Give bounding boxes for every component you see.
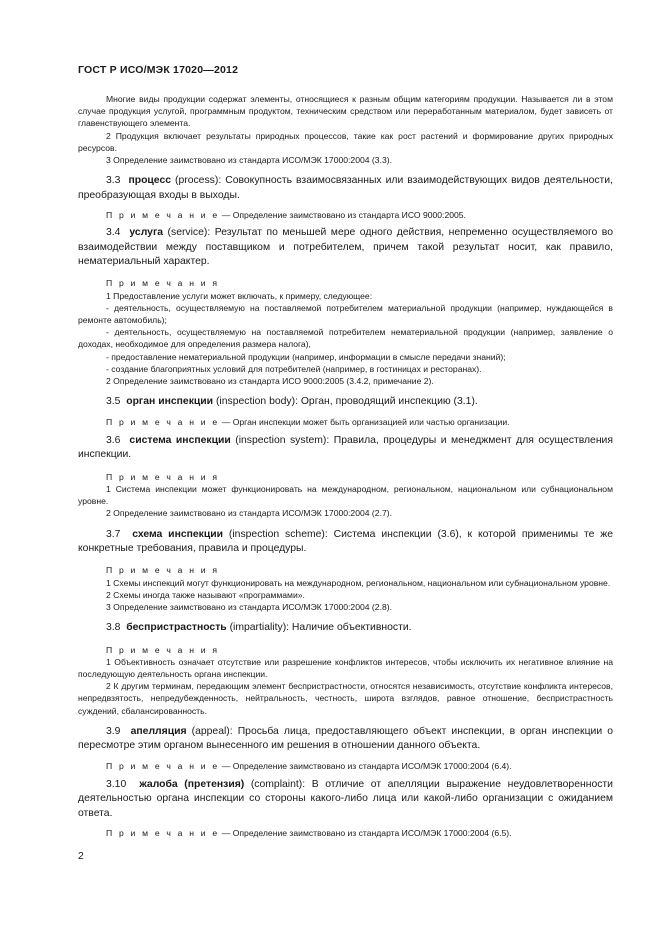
term-3-4-note-item: - создание благоприятных условий для потребителей (например, в гостиницах и ресторанах). bbox=[106, 363, 482, 374]
term-3-4-note-2: 2 Определение заимствовано из стандарта ИСО 9000:2005 (3.4.2, примечание 2). bbox=[106, 376, 434, 387]
term-3-8-notes-label: П р и м е ч а н и я bbox=[106, 644, 220, 655]
term-name: беспристрастность bbox=[126, 622, 227, 634]
term-number: 3.4 bbox=[106, 227, 121, 239]
term-3-5-note bbox=[78, 416, 613, 428]
note-label: П р и м е ч а н и е bbox=[106, 760, 220, 771]
term-3-10 bbox=[78, 778, 613, 821]
term-definition: (inspection body): Орган, проводящий инспекцию (3.1). bbox=[213, 396, 478, 408]
term-3-4-note-item: - предоставление нематериальной продукции (например, информации в смысле передачи знаний); bbox=[106, 351, 506, 362]
note-text: — Определение заимствовано из стандарта ИСО/МЭК 17000:2004 (6.5). bbox=[219, 828, 512, 838]
term-definition: (appeal): Просьба лица, предоставляющего объект инспекции, в орган инспекции о пересмотре этим органом вынесенного им решения в отношении данного объекта. bbox=[78, 725, 613, 752]
intro-note-3: 3 Определение заимствовано из стандарта ИСО/МЭК 17000:2004 (3.3). bbox=[106, 155, 392, 166]
term-3-6-note-2: 2 Определение заимствовано из стандарта ИСО/МЭК 17000:2004 (2.7). bbox=[106, 508, 392, 519]
term-number: 3.8 bbox=[106, 622, 121, 634]
term-3-7-note-3: 3 Определение заимствовано из стандарта ИСО/МЭК 17000:2004 (2.8). bbox=[106, 601, 392, 612]
term-3-8-note-2: 2 К другим терминам, передающим элемент беспристрастности, относятся независимость, отсутствие конфликта интересов, непредвзятость, непредубежденность, нейтральность, честность, широта взглядов, равное отношение, беспристрастность суждений, сбалансированность. bbox=[78, 681, 613, 716]
term-3-4-note-item: - деятельность, осуществляемую на поставляемой потребителем нематериальной продукции (например, заявление о доходах, необходимое для определения размера налога), bbox=[78, 327, 613, 350]
term-number: 3.7 bbox=[106, 528, 121, 540]
term-name: жалоба (претензия) bbox=[139, 778, 245, 790]
term-name: апелляция bbox=[130, 725, 187, 737]
term-definition: (process): Совокупность взаимосвязанных или взаимодействующих видов деятельности, преобразующая входы в выходы. bbox=[78, 175, 613, 201]
term-definition: (inspection system): Правила, процедуры и менеджмент для осуществления инспекции. bbox=[78, 434, 613, 461]
term-name: услуга bbox=[129, 227, 164, 239]
term-definition: (impartiality): Наличие объективности. bbox=[226, 622, 412, 634]
term-number: 3.10 bbox=[106, 778, 127, 790]
term-3-9 bbox=[78, 725, 613, 754]
term-definition: (service): Результат по меньшей мере одного действия, непременно осуществляемого во взаимодействии между поставщиком и потребителем, причем такой результат носит, как правило, нематериальный характер. bbox=[78, 227, 613, 268]
term-3-9-note bbox=[78, 760, 613, 772]
term-3-7-note-2: 2 Схемы иногда также называют «программами». bbox=[106, 589, 305, 600]
note-text: — Определение заимствовано из стандарта ИСО/МЭК 17000:2004 (6.4). bbox=[219, 760, 512, 771]
term-3-8-note-1: 1 Объективность означает отсутствие или разрешение конфликтов интересов, чтобы исключить их негативное влияние на последующую деятельность органа инспекции. bbox=[78, 656, 613, 679]
term-3-7-notes-label: П р и м е ч а н и я bbox=[106, 565, 220, 576]
term-3-3 bbox=[78, 174, 613, 203]
note-label: П р и м е ч а н и е bbox=[106, 828, 220, 838]
term-name: процесс bbox=[128, 175, 172, 187]
term-3-6-note-1: 1 Система инспекции может функционировать на международном, региональном, национальном или субнациональном уровне. bbox=[78, 483, 613, 507]
term-number: 3.3 bbox=[106, 175, 121, 187]
term-3-5 bbox=[78, 395, 613, 409]
note-label: П р и м е ч а н и е bbox=[106, 416, 220, 427]
term-3-4-note-1: 1 Предоставление услуги может включать, к примеру, следующее: bbox=[106, 290, 373, 301]
document-header: ГОСТ Р ИСО/МЭК 17020—2012 bbox=[78, 64, 239, 76]
term-definition: (complaint): В отличие от апелляции выражение неудовлетворенности деятельностью органа инспекции со стороны какого-либо лица или какой-либо организации с ожиданием ответа. bbox=[78, 778, 613, 819]
note-text: — Орган инспекции может быть организацией или частью организации. bbox=[219, 416, 510, 427]
term-number: 3.6 bbox=[106, 434, 121, 446]
term-3-8 bbox=[78, 621, 613, 635]
note-label: П р и м е ч а н и е bbox=[106, 210, 220, 221]
page-number: 2 bbox=[78, 850, 84, 862]
term-name: система инспекции bbox=[129, 434, 231, 446]
term-3-6 bbox=[78, 434, 613, 463]
term-3-3-note bbox=[78, 209, 613, 221]
term-3-10-note bbox=[78, 827, 613, 839]
term-name: орган инспекции bbox=[126, 396, 214, 408]
term-3-4-note-item: - деятельность, осуществляемую на поставляемой потребителем материальной продукции (например, нуждающейся в ремонте автомобиль); bbox=[78, 302, 613, 326]
note-text: — Определение заимствовано из стандарта ИСО 9000:2005. bbox=[219, 210, 466, 221]
term-number: 3.9 bbox=[106, 725, 121, 737]
intro-note-2: 2 Продукция включает результаты природных процессов, такие как рост растений и формирование других природных ресурсов. bbox=[78, 130, 613, 153]
term-number: 3.5 bbox=[106, 396, 121, 408]
term-definition: (inspection scheme): Система инспекции (3.6), к которой применимы те же конкретные требования, правила и процедуры. bbox=[78, 528, 613, 554]
term-3-7 bbox=[78, 528, 613, 557]
term-name: схема инспекции bbox=[132, 528, 224, 540]
intro-paragraph: Многие виды продукции содержат элементы, относящиеся к разным общим категориям продукции. Называется ли в этом случае продукция услугой, программным продуктом, техническим средством или переработанным материалом, будет зависеть от главенствующего элемента. bbox=[78, 94, 613, 129]
page-content bbox=[78, 93, 613, 839]
term-3-7-note-1: 1 Схемы инспекций могут функционировать на международном, региональном, национальном или субнациональном уровне. bbox=[106, 577, 611, 588]
term-3-4-notes-label: П р и м е ч а н и я bbox=[106, 278, 220, 289]
term-3-4 bbox=[78, 226, 613, 269]
term-3-6-notes-label: П р и м е ч а н и я bbox=[106, 471, 220, 482]
